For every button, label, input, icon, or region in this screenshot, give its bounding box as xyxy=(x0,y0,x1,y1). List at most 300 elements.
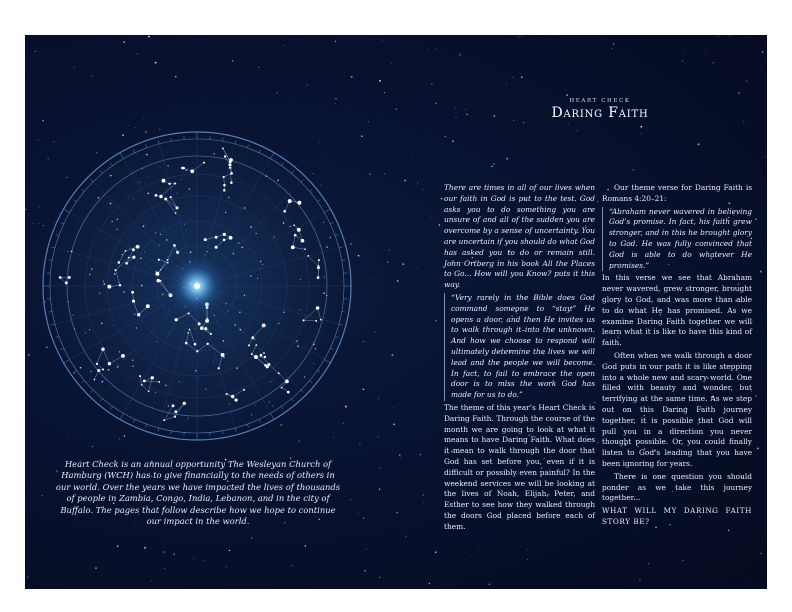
constellation-star xyxy=(278,372,280,374)
background-star xyxy=(523,122,524,123)
background-star xyxy=(746,80,748,82)
background-star xyxy=(399,455,400,456)
background-star xyxy=(606,175,607,176)
background-star xyxy=(193,558,194,559)
background-star xyxy=(513,120,514,121)
chart-star xyxy=(162,294,163,295)
background-star xyxy=(597,201,598,202)
chart-star xyxy=(244,295,245,296)
chart-star xyxy=(244,207,246,209)
constellation-star xyxy=(228,163,231,166)
constellation-star xyxy=(223,189,225,191)
constellation-star xyxy=(264,356,266,358)
background-star xyxy=(135,127,136,128)
chart-star xyxy=(157,150,158,151)
constellation-star xyxy=(260,354,263,357)
background-star xyxy=(92,446,94,448)
background-star xyxy=(25,304,26,305)
chart-star xyxy=(283,312,284,313)
chart-star xyxy=(142,168,143,169)
background-star xyxy=(521,36,522,37)
background-star xyxy=(137,53,138,54)
constellation-star xyxy=(302,319,304,321)
background-star xyxy=(203,560,204,561)
background-star xyxy=(429,583,430,584)
background-star xyxy=(441,198,443,200)
background-star xyxy=(305,545,307,547)
constellation-star xyxy=(175,318,178,321)
background-star xyxy=(493,163,495,165)
background-star xyxy=(85,114,86,115)
background-star xyxy=(750,579,751,580)
background-star xyxy=(251,537,252,538)
chart-star xyxy=(166,239,168,241)
chart-star xyxy=(111,221,112,222)
background-star xyxy=(42,120,44,122)
background-star xyxy=(635,535,636,536)
background-star xyxy=(384,173,385,174)
chart-star xyxy=(289,226,290,227)
constellation-star xyxy=(118,261,121,264)
background-star xyxy=(491,165,493,167)
background-star xyxy=(518,36,519,37)
theme-paragraph: The theme of this year’s Heart Check is Daring Faith. Through the course of the month we are going to look at what it means to have Daring Faith. What does it mean to walk through the door that God has set before you, even if it is difficult or possibly even painful? In the weekend services we will be looking at the lives of Noah, Elijah, Peter, and Esther to see how they walked through the doors God placed before each of them. xyxy=(444,402,595,531)
background-star xyxy=(33,223,35,225)
chart-star xyxy=(148,176,149,177)
constellation-star xyxy=(115,269,117,271)
chart-star xyxy=(167,165,168,166)
background-star xyxy=(35,51,36,52)
chart-star xyxy=(160,167,161,168)
chart-star xyxy=(130,248,131,249)
chart-star xyxy=(195,370,196,371)
background-star xyxy=(729,36,730,37)
constellation-star xyxy=(263,352,265,354)
chart-star xyxy=(192,363,193,364)
background-star xyxy=(219,555,220,556)
background-star xyxy=(365,162,366,163)
chart-star xyxy=(99,292,100,293)
constellation-star xyxy=(229,236,233,240)
constellation-star xyxy=(207,343,209,345)
chart-star xyxy=(326,295,327,296)
chart-star xyxy=(257,278,258,279)
constellation-star xyxy=(291,245,295,249)
constellation-star xyxy=(119,284,121,286)
background-star xyxy=(77,124,78,125)
background-star xyxy=(683,560,684,561)
constellation-star xyxy=(221,353,225,357)
chart-star xyxy=(213,361,214,362)
background-star xyxy=(270,50,271,51)
background-star xyxy=(262,542,263,543)
chart-star xyxy=(187,332,189,334)
background-star xyxy=(283,45,284,46)
chart-star xyxy=(67,251,68,252)
chart-star xyxy=(179,381,180,382)
chart-star xyxy=(73,315,74,316)
chart-star xyxy=(155,232,156,233)
background-star xyxy=(633,169,635,171)
chart-star xyxy=(91,268,92,269)
opening-paragraph: There are times in all of our lives when our faith in God is put to the test. God asks you to do something you are unsure of and all of the sudden you are overcome by a sense of uncertainty. You are uncertain if you should do what God has asked you to do or remain still. John Ortberg in his book All the Places to Go... How will you Know? puts it this way. xyxy=(444,183,595,290)
background-star xyxy=(417,182,418,183)
chart-star xyxy=(313,363,314,364)
background-star xyxy=(391,354,393,356)
background-star xyxy=(431,84,432,85)
background-star xyxy=(382,40,383,41)
page-title: Daring Faith xyxy=(551,105,649,121)
chart-star xyxy=(189,188,191,190)
constellation-star xyxy=(170,196,172,198)
constellation-star xyxy=(262,323,266,327)
background-star xyxy=(38,139,39,140)
chart-star xyxy=(98,197,100,199)
chart-star xyxy=(74,328,75,329)
chart-star xyxy=(304,376,305,377)
chart-star xyxy=(110,203,112,205)
chart-star xyxy=(119,351,120,352)
constellation-star xyxy=(141,384,143,386)
background-star xyxy=(358,513,359,514)
background-star xyxy=(566,94,568,96)
constellation-star xyxy=(283,210,286,213)
chart-star xyxy=(113,325,114,326)
background-star xyxy=(751,38,752,39)
chart-star xyxy=(315,348,316,349)
constellation-star xyxy=(167,259,169,261)
background-star xyxy=(527,559,528,560)
chart-star xyxy=(169,333,170,334)
constellation-star xyxy=(294,234,297,237)
background-star xyxy=(452,140,454,142)
constellation-star xyxy=(293,224,295,226)
constellation-star xyxy=(230,172,233,175)
chart-star xyxy=(117,366,119,368)
page-eyebrow: HEART CHECK xyxy=(569,98,631,104)
background-star xyxy=(35,171,36,172)
constellation-star xyxy=(94,379,96,381)
background-star xyxy=(556,81,557,82)
constellation-star xyxy=(96,363,98,365)
chart-star xyxy=(225,212,226,213)
background-star xyxy=(489,583,491,585)
background-star xyxy=(718,36,719,37)
chart-star xyxy=(165,385,167,387)
chart-star xyxy=(239,312,240,313)
background-star xyxy=(361,135,363,137)
chart-star xyxy=(187,418,188,419)
constellation-star xyxy=(174,182,176,184)
question-paragraph: There is one question you should ponder as we take this journey together... xyxy=(602,471,752,503)
chart-star xyxy=(117,219,118,220)
chart-star xyxy=(260,261,261,262)
background-star xyxy=(123,41,125,43)
constellation-star xyxy=(223,176,225,178)
background-star xyxy=(427,48,428,49)
constellation-star xyxy=(304,248,306,250)
chart-star xyxy=(139,182,140,183)
constellation-star xyxy=(167,262,169,264)
chart-star xyxy=(205,389,206,390)
background-star xyxy=(435,103,436,104)
background-star xyxy=(81,95,82,96)
constellation-star xyxy=(318,259,320,261)
background-star xyxy=(755,218,757,220)
background-star xyxy=(613,43,615,45)
chart-star xyxy=(122,254,123,255)
chart-star xyxy=(143,225,145,227)
background-star xyxy=(402,263,404,265)
constellation-star xyxy=(194,343,197,346)
background-star xyxy=(354,315,355,316)
background-star xyxy=(765,156,766,157)
background-star xyxy=(378,436,379,437)
background-star xyxy=(394,407,395,408)
constellation-star xyxy=(132,256,135,259)
constellation-star xyxy=(218,367,220,369)
background-star xyxy=(436,48,437,49)
background-star xyxy=(91,75,93,77)
chart-star xyxy=(160,269,161,270)
background-star xyxy=(596,438,597,439)
chart-star xyxy=(269,401,270,402)
background-star xyxy=(150,55,151,56)
chart-star xyxy=(89,329,90,330)
chart-star xyxy=(134,314,135,315)
background-star xyxy=(527,550,528,551)
background-star xyxy=(506,158,508,160)
constellation-star xyxy=(132,300,135,303)
chart-star xyxy=(176,193,177,194)
chart-star xyxy=(278,323,279,324)
constellation-star xyxy=(132,248,135,251)
background-star xyxy=(155,62,157,64)
background-star xyxy=(368,121,369,122)
background-star xyxy=(438,349,439,350)
constellation-star xyxy=(316,306,320,310)
background-star xyxy=(444,136,446,138)
background-star xyxy=(226,567,227,568)
chart-star xyxy=(254,339,255,340)
constellation-star xyxy=(148,391,150,393)
background-star xyxy=(359,444,360,445)
constellation-star xyxy=(102,368,104,370)
background-star xyxy=(640,126,642,128)
constellation-star xyxy=(128,257,130,259)
chart-star xyxy=(144,252,145,253)
constellation-star xyxy=(255,344,257,346)
left-text-column xyxy=(444,183,595,535)
background-star xyxy=(417,268,418,269)
background-star xyxy=(387,197,388,198)
intro-text: Heart Check is an annual opportunity The Wesleyan Church of Hamburg (WCH) has to give financially to the needs of others in our world. Over the years we have impacted the lives of thousands of people in Zambia, Congo, India, Lebanon, and in the city of Buffalo. The pages that follow describe how we hope to continue our impact in the world. xyxy=(55,459,341,527)
background-star xyxy=(39,223,40,224)
background-star xyxy=(405,535,407,537)
constellation-star xyxy=(139,375,141,377)
background-star xyxy=(365,548,366,549)
background-star xyxy=(39,206,40,207)
chart-star xyxy=(270,381,271,382)
chart-star xyxy=(214,153,215,154)
background-star xyxy=(175,76,177,78)
constellation-star xyxy=(173,244,176,247)
constellation-star xyxy=(215,236,218,239)
background-star xyxy=(762,51,764,53)
constellation-star xyxy=(151,376,154,379)
background-star xyxy=(25,209,26,211)
chart-star xyxy=(272,405,273,406)
background-star xyxy=(258,67,260,69)
background-star xyxy=(698,143,700,145)
constellation-star xyxy=(175,206,178,209)
background-star xyxy=(493,115,495,117)
romans-verse-quote: “Abraham never wavered in believing God’s promise. In fact, his faith grew stronger, and in this he brought glory to God. He was fully convinced that God is able to do whatever He promises.” xyxy=(602,207,752,272)
background-star xyxy=(752,322,753,323)
background-star xyxy=(431,218,432,219)
background-star xyxy=(404,180,406,182)
constellation-star xyxy=(143,380,146,383)
chart-star xyxy=(239,329,241,331)
chart-star xyxy=(133,199,134,200)
constellation-star xyxy=(243,389,245,391)
chart-star xyxy=(146,154,148,156)
background-star xyxy=(402,469,403,470)
chart-star xyxy=(179,188,180,189)
background-star xyxy=(739,93,740,94)
chart-star xyxy=(116,229,117,230)
background-star xyxy=(641,133,642,134)
chart-star xyxy=(326,246,327,247)
background-star xyxy=(379,489,380,490)
chart-star xyxy=(300,309,301,310)
background-star xyxy=(568,123,569,124)
background-star xyxy=(435,320,437,322)
chart-star xyxy=(241,246,243,248)
background-star xyxy=(364,570,366,572)
background-star xyxy=(612,48,613,49)
constellation-star xyxy=(215,246,218,249)
background-star xyxy=(470,556,471,557)
constellation-star xyxy=(176,251,179,254)
chart-star xyxy=(90,371,91,372)
background-star xyxy=(435,551,437,553)
chart-star xyxy=(68,301,69,302)
constellation-star xyxy=(222,147,224,149)
constellation-star xyxy=(97,369,100,372)
constellation-star xyxy=(297,228,301,232)
abraham-paragraph: In this verse we see that Abraham never wavered, grew stronger, brought glory to God, and was more than able to do what He has promised. As we examine Daring Faith together we will learn what it is like to have this kind of faith. xyxy=(602,273,752,348)
background-star xyxy=(334,103,335,104)
background-star xyxy=(412,159,413,160)
constellation-star xyxy=(59,276,62,279)
background-star xyxy=(760,553,761,554)
constellation-star xyxy=(315,320,317,322)
chart-star xyxy=(154,402,155,403)
chart-star xyxy=(110,175,112,177)
background-star xyxy=(484,90,485,91)
background-star xyxy=(374,331,375,332)
constellation-star xyxy=(107,285,111,289)
chart-star xyxy=(159,245,160,246)
background-star xyxy=(420,454,421,455)
chart-star xyxy=(132,360,133,361)
chart-star xyxy=(238,242,239,243)
chart-star xyxy=(330,237,331,238)
background-star xyxy=(478,546,479,547)
background-star xyxy=(756,395,757,396)
chart-star xyxy=(262,264,263,265)
background-star xyxy=(229,550,230,551)
chart-star xyxy=(123,359,124,360)
background-star xyxy=(358,255,360,257)
background-star xyxy=(389,250,390,251)
chart-star xyxy=(147,193,149,195)
constellation-star xyxy=(158,381,160,383)
chart-star xyxy=(236,367,238,369)
background-star xyxy=(548,43,549,44)
chart-star xyxy=(313,342,314,343)
chart-star xyxy=(193,162,194,163)
constellation-star xyxy=(229,158,233,162)
constellation-star xyxy=(155,272,159,276)
chart-star xyxy=(141,285,143,287)
background-star xyxy=(384,92,385,93)
background-star xyxy=(466,114,468,116)
constellation-star xyxy=(317,266,320,269)
constellation-star xyxy=(185,342,188,345)
background-star xyxy=(395,108,397,110)
background-star xyxy=(712,62,713,63)
chart-star xyxy=(130,366,131,367)
background-star xyxy=(343,545,344,546)
background-star xyxy=(423,502,424,503)
chart-star xyxy=(85,333,86,334)
chart-star xyxy=(224,157,225,158)
chart-star xyxy=(323,292,325,294)
constellation-star xyxy=(198,322,201,325)
celestial-star-chart xyxy=(41,130,353,442)
chart-star xyxy=(250,226,252,228)
constellation-star xyxy=(121,354,125,358)
chart-star xyxy=(233,253,235,255)
background-star xyxy=(291,565,292,566)
constellation-star xyxy=(223,239,226,242)
constellation-star xyxy=(65,281,68,284)
constellation-star xyxy=(68,276,71,279)
right-text-column xyxy=(602,183,752,529)
background-star xyxy=(423,494,425,496)
theme-verse-lead: Our theme verse for Daring Faith is Romans 4:20–21: xyxy=(602,183,752,203)
constellation-star xyxy=(125,250,127,252)
background-star xyxy=(521,76,522,77)
background-star xyxy=(27,576,28,577)
chart-star xyxy=(186,230,187,231)
background-star xyxy=(728,530,729,531)
background-star xyxy=(174,554,175,555)
constellation-star xyxy=(320,319,322,321)
background-star xyxy=(276,92,278,94)
background-star xyxy=(455,117,456,118)
chart-star xyxy=(181,179,182,180)
background-star xyxy=(685,51,686,52)
background-star xyxy=(705,51,706,52)
chart-star xyxy=(223,340,225,342)
background-star xyxy=(151,580,152,581)
background-star xyxy=(344,72,345,73)
chart-star xyxy=(251,414,252,415)
constellation-star xyxy=(155,194,158,197)
